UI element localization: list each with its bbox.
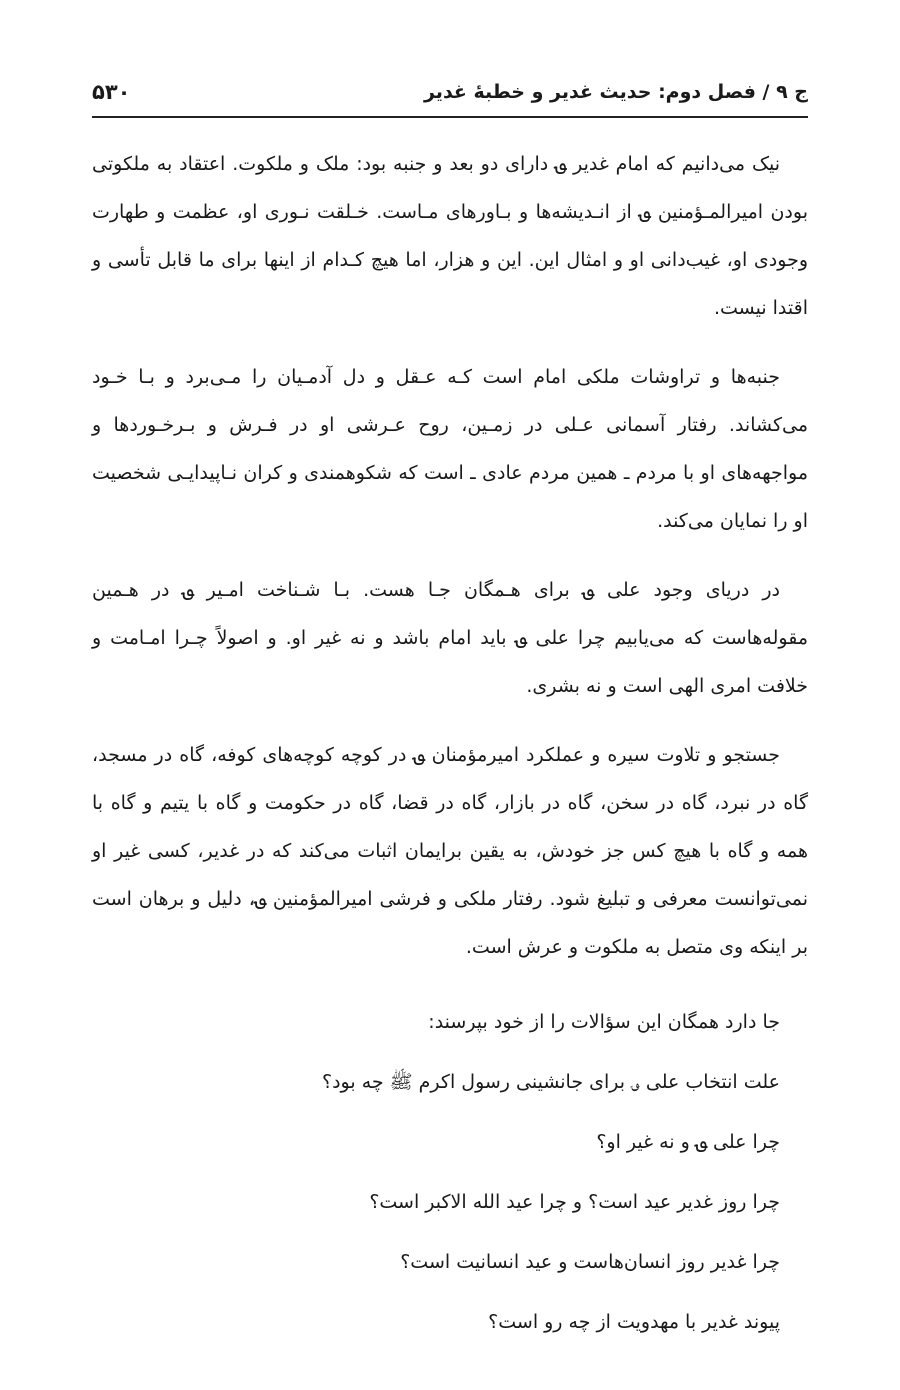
paragraph: جستجو و تلاوت سیره و عملکرد امیرمؤمنان ؈ در کوچه کوچه‌های کوفه، گاه در مسجد، گاه در نبرد، گاه در سخن، گاه در بازار، گاه در قضا، گاه در حکومت و گاه با یتیم و گاه با همه و گاه با هیچ کس جز خودش، به یقین برایمان اثبات می‌کند که در غدیر، کسی غیر او نمی‌توانست معرفی و تبلیغ شود. رفتار ملکی و فرشی امیرالمؤمنین ؈، دلیل و برهان است بر اینکه وی متصل به ملکوت و عرش است. (92, 744, 808, 958)
question-item: علت انتخاب علی ؈ برای جانشینی رسول اکرم ﷺ چه بود؟ (322, 1071, 780, 1093)
page-number: ۵۳۰ (92, 80, 131, 104)
question-item: پیوند غدیر با مهدویت از چه رو است؟ (488, 1311, 780, 1333)
question-item: چرا روز غدیر عید است؟ و چرا عید الله الاکبر است؟ (369, 1191, 780, 1213)
running-title: ج ۹ / فصل دوم: حدیث غدیر و خطبهٔ غدیر (423, 81, 808, 103)
page-body (92, 140, 808, 1352)
question-item: چرا علی ؈ و نه غیر او؟ (596, 1131, 780, 1153)
paragraph: جنبه‌ها و تراوشات ملکی امام است کـه عـقل و دل آدمـیان را مـی‌برد و بـا خـود می‌کشاند. رفتار آسمانی عـلی در زمـین، روح عـرشی او در فـرش و بـرخـوردها و مواجهه‌های او با مردم ـ همین مردم عادی ـ است که شکوهمندی و کران نـاپیدایـی شخصیت او را نمایان می‌کند. (92, 366, 808, 532)
paragraph: نیک می‌دانیم که امام غدیر ؈ دارای دو بعد و جنبه بود: ملک و ملکوت. اعتقاد به ملکوتی بودن امیرالمـؤمنین ؈ از انـدیشه‌ها و بـاورهای مـاست. خـلقت نـوری او، عظمت و طهارت وجودی او، غیب‌دانی او و امثال این. این و هزار، اما هیچ کـدام از اینها برای ما قابل تأسی و اقتدا نیست. (92, 153, 808, 319)
running-header (92, 72, 808, 112)
question-item: چرا غدیر روز انسان‌هاست و عید انسانیت است؟ (400, 1251, 780, 1273)
question-intro: جا دارد همگان این سؤالات را از خود بپرسند: (428, 1011, 780, 1033)
paragraph: در دریای وجود علی ؈ برای هـمگان جـا هست. بـا شـناخت امـیر ؈ در هـمین مقوله‌هاست که می‌یابیم چرا علی ؈ باید امام باشد و نه غیر او. و اصولاً چـرا امـامت و خلافت امری الهی است و نه بشری. (92, 579, 808, 697)
header-rule (92, 116, 808, 118)
question-list (92, 992, 808, 1352)
